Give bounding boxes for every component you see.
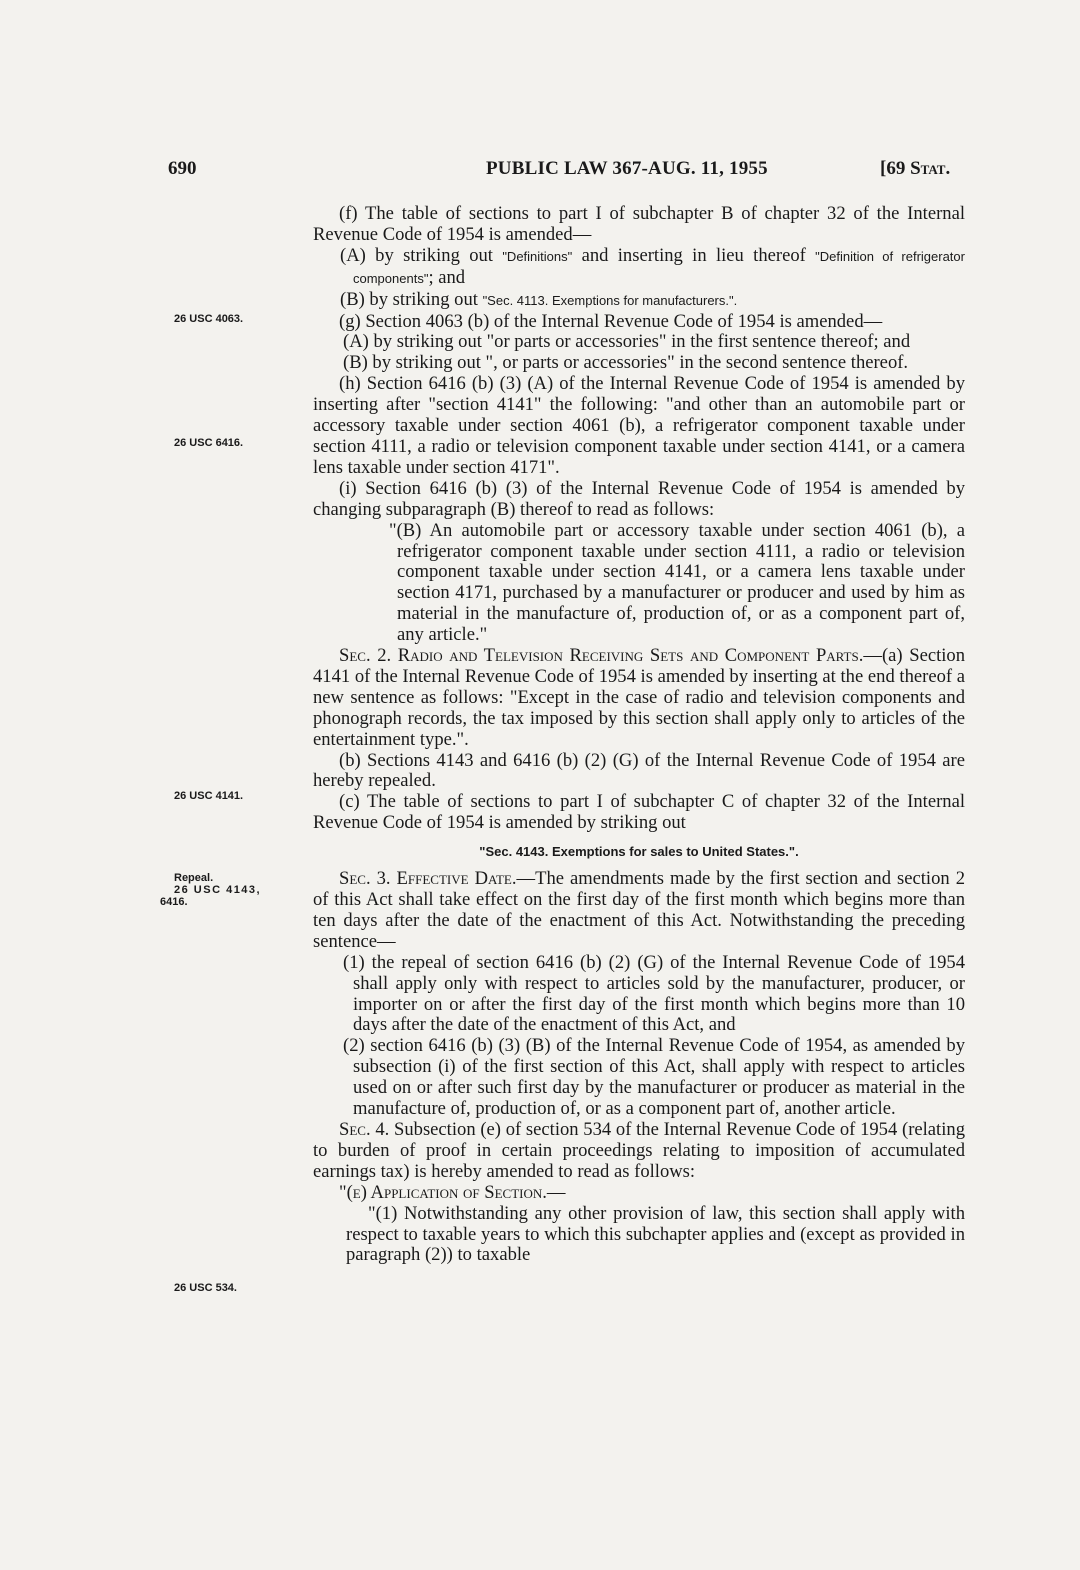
section-4: Sec. 4. Subsection (e) of section 534 of the Internal Revenue Code of 1954 (relating to burden of proof in certain proceedings relating to imposition of accumulated earnings tax) is hereby amended to read as follows: (313, 1118, 965, 1182)
margin-note-534: 26 USC 534. (174, 1282, 237, 1294)
paragraph-i-quote: "(B) An automobile part or accessory taxable under section 4061 (b), a refrigerator component taxable under section 4111, a radio or television component taxable under section 4141, or a camera lens taxable under section 4171, purchased by a manufacturer or producer and used by him as material in the manufacture of, production of, or as a component part of, any article." (389, 519, 965, 646)
subsection-e-1: "(1) Notwithstanding any other provision of law, this section shall apply with respect to taxable years to which this subchapter applies and (except as provided in paragraph (2)) to taxable (346, 1202, 965, 1266)
section-3: Sec. 3. Effective Date.—The amendments made by the first section and section 2 of this Act shall take effect on the first day of the first month which begins more than ten days after the date of the enactment of this Act. Notwithstanding the preceding sentence— (313, 868, 965, 952)
margin-note-4063: 26 USC 4063. (174, 313, 244, 325)
subsection-e-heading: "(e) Application of Section.— (339, 1181, 566, 1203)
paragraph-i: (i) Section 6416 (b) (3) of the Internal Revenue Code of 1954 is amended by changing subparagraph (B) thereof to read as follows: (313, 477, 965, 520)
margin-note-6416: 26 USC 6416. (174, 437, 244, 449)
paragraph-h: (h) Section 6416 (b) (3) (A) of the Internal Revenue Code of 1954 is amended by inserting after "section 4141" the following: "and other than an automobile part or accessory taxable under section 4061 (b), a refrigerator component taxable under section 4111, a radio or television component taxable under section 4141, or a camera lens taxable under section 4171". (313, 373, 965, 478)
margin-note-repeal: Repeal. 26 USC 4143, 6416. (160, 872, 262, 908)
margin-note-4141: 26 USC 4141. (174, 790, 244, 802)
paragraph-f-B: (B) by striking out "Sec. 4113. Exemptions for manufacturers.". (340, 288, 738, 310)
page-number: 690 (168, 158, 197, 179)
section-3-item-1: (1) the repeal of section 6416 (b) (2) (G) of the Internal Revenue Code of 1954 shall apply only with respect to articles sold by the manufacturer, producer, or importer on or after the first day of the first month which begins more than 10 days after the date of the enactment of this Act, and (343, 951, 965, 1036)
running-title: PUBLIC LAW 367-AUG. 11, 1955 (486, 158, 768, 179)
paragraph-f: (f) The table of sections to part I of subchapter B of chapter 32 of the Internal Revenue Code of 1954 is amended— (313, 203, 965, 245)
statute-reference: [69 Stat. (880, 158, 951, 179)
paragraph-g-A: (A) by striking out "or parts or accessories" in the first sentence thereof; and (343, 331, 911, 353)
section-2-b: (b) Sections 4143 and 6416 (b) (2) (G) of the Internal Revenue Code of 1954 are hereby repealed. (313, 749, 965, 792)
bleed-through (470, 150, 475, 171)
section-2-c-quote: "Sec. 4143. Exemptions for sales to United States.". (479, 844, 799, 860)
section-3-item-2: (2) section 6416 (b) (3) (B) of the Internal Revenue Code of 1954, as amended by subsection (i) of the first section of this Act, shall apply with respect to articles used on or after such first day by the manufacturer or producer as material in the manufacture of, production of, or as a component part of, another article. (343, 1035, 965, 1120)
paragraph-f-A: (A) by striking out "Definitions" and inserting in lieu thereof "Definition of refrigerator components"; and (340, 244, 965, 288)
section-2-c: (c) The table of sections to part I of subchapter C of chapter 32 of the Internal Revenue Code of 1954 is amended by striking out (313, 791, 965, 834)
section-2-a: Sec. 2. Radio and Television Receiving Sets and Component Parts.—(a) Section 4141 of the Internal Revenue Code of 1954 is amended by inserting at the end thereof a new sentence as follows: "Except in the case of radio and television components and phonograph records, the tax imposed by this section shall apply only to articles of the entertainment type.". (313, 645, 965, 750)
paragraph-g: (g) Section 4063 (b) of the Internal Revenue Code of 1954 is amended— (339, 310, 883, 332)
statute-body (313, 204, 965, 1266)
paragraph-g-B: (B) by striking out ", or parts or accessories" in the second sentence thereof. (343, 352, 909, 374)
